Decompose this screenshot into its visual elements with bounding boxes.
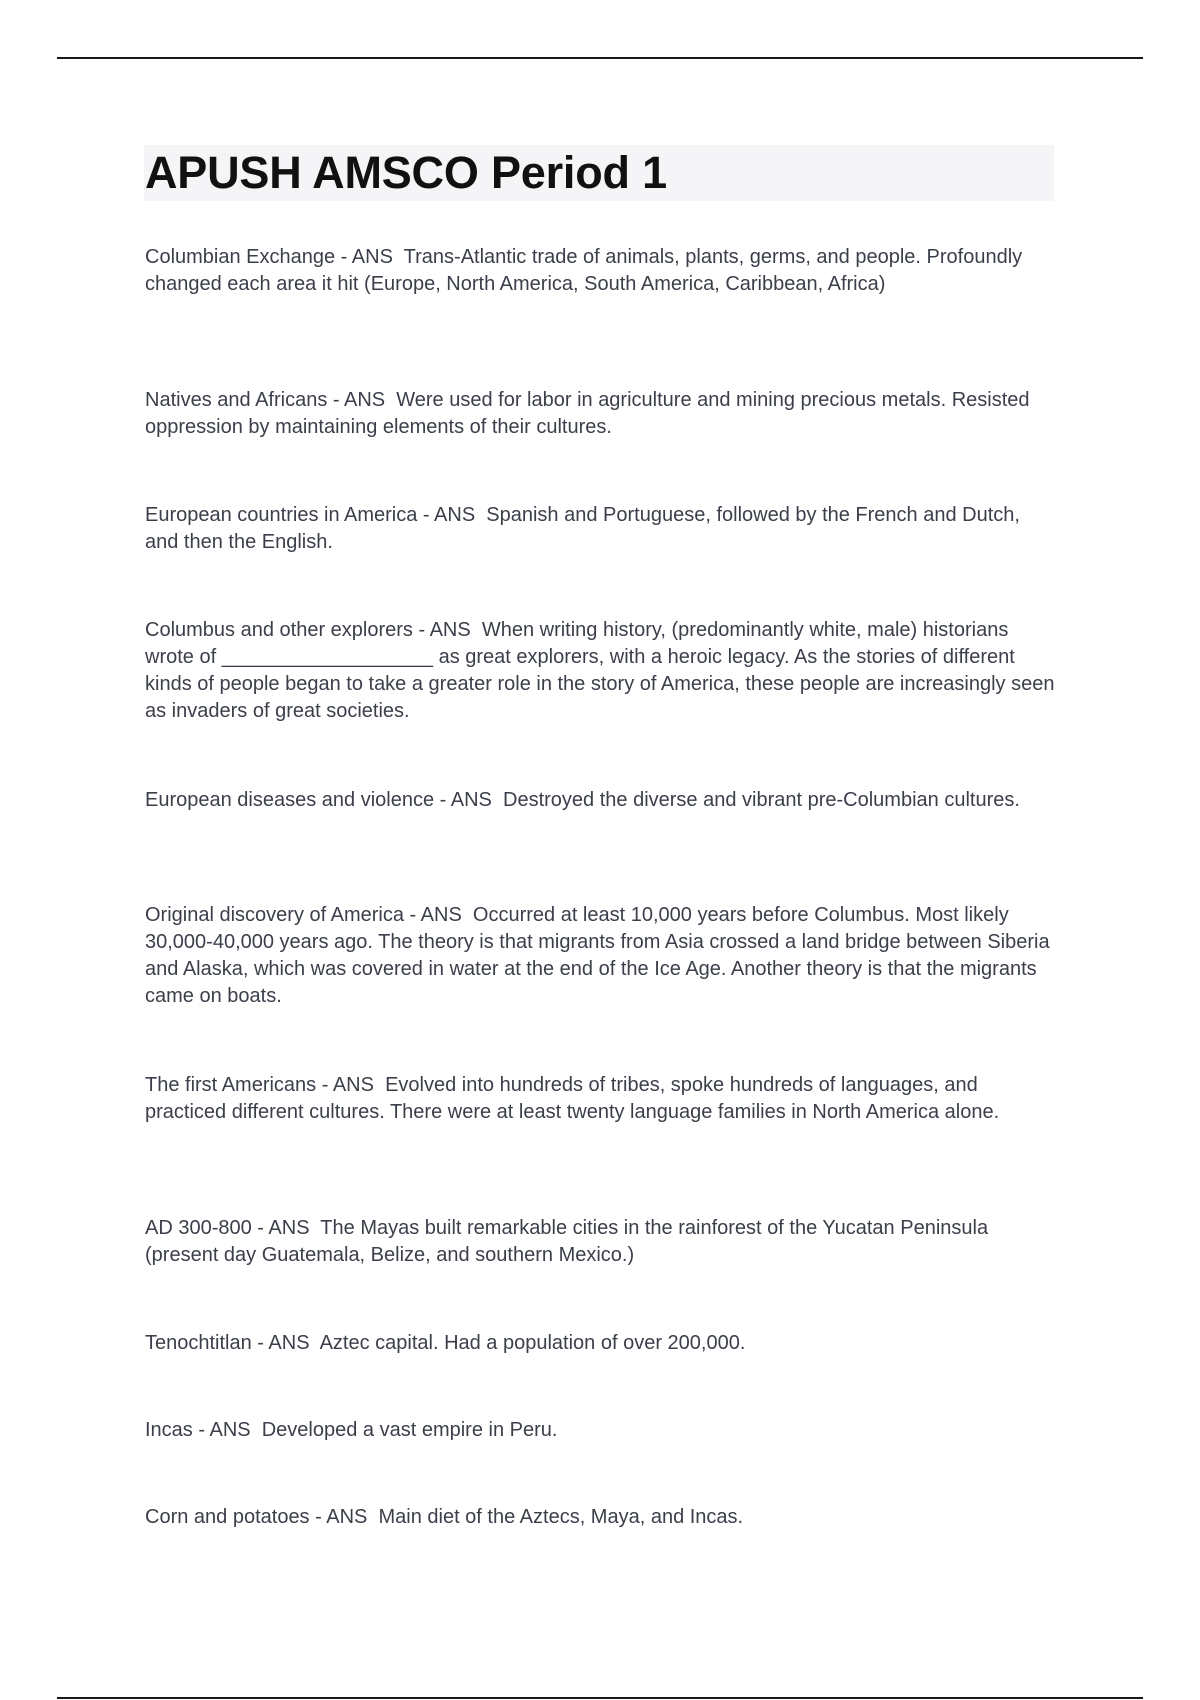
entry-separator: - ANS bbox=[434, 789, 503, 811]
entry-separator: - ANS bbox=[251, 1217, 321, 1239]
entry-separator: - ANS bbox=[316, 1074, 386, 1096]
entry-definition: Main diet of the Aztecs, Maya, and Incas. bbox=[378, 1506, 744, 1528]
entry-term: Columbus and other explorers bbox=[145, 619, 413, 641]
entry-term: Corn and potatoes bbox=[145, 1506, 310, 1528]
entry-columbus-explorers bbox=[145, 617, 1055, 725]
entry-separator: - ANS bbox=[327, 389, 397, 411]
entry-term: Natives and Africans bbox=[145, 389, 328, 411]
bottom-divider bbox=[57, 1697, 1143, 1699]
entry-european-diseases bbox=[145, 787, 1055, 814]
entry-term: Tenochtitlan bbox=[145, 1332, 252, 1354]
entry-definition: Were used for labor in agriculture and mining precious metals. Resisted oppression by maintaining elements of their cultures. bbox=[145, 389, 1030, 438]
entry-term: European diseases and violence bbox=[145, 789, 435, 811]
entry-separator: - ANS bbox=[403, 904, 473, 926]
entry-separator: - ANS bbox=[335, 246, 404, 268]
entry-separator: - ANS bbox=[251, 1332, 320, 1354]
entry-original-discovery bbox=[145, 902, 1055, 1010]
entry-term: The first Americans bbox=[145, 1074, 317, 1096]
entry-term: AD 300-800 bbox=[145, 1217, 252, 1239]
entry-separator: - ANS bbox=[192, 1419, 262, 1441]
entry-ad-300-800 bbox=[145, 1215, 1055, 1269]
entry-definition: Destroyed the diverse and vibrant pre-Columbian cultures. bbox=[503, 789, 1020, 811]
entry-natives-and-africans bbox=[145, 387, 1055, 441]
entry-columbian-exchange bbox=[145, 244, 1055, 298]
entry-definition: Occurred at least 10,000 years before Columbus. Most likely 30,000-40,000 years ago. The theory is that migrants from Asia crossed a land bridge between Siberia and Alaska, which was covered in water at the end of the Ice Age. Another theory is that the migrants came on boats. bbox=[145, 904, 1050, 1007]
entry-european-countries bbox=[145, 502, 1055, 556]
entry-term: Columbian Exchange bbox=[145, 246, 336, 268]
entry-definition: Developed a vast empire in Peru. bbox=[261, 1419, 558, 1441]
top-divider bbox=[57, 57, 1143, 59]
entry-term: European countries in America bbox=[145, 504, 418, 526]
entry-definition: Spanish and Portuguese, followed by the French and Dutch, and then the English. bbox=[145, 504, 1020, 553]
entry-first-americans bbox=[145, 1072, 1055, 1126]
entry-separator: - ANS bbox=[417, 504, 487, 526]
entry-definition: When writing history, (predominantly white, male) historians wrote of ___________________ as great explorers, with a heroic legacy. As the stories of different kinds of people began to take a greater role in the story of America, these people are increasingly seen as invaders of great societies. bbox=[145, 619, 1055, 722]
entry-incas bbox=[145, 1417, 1055, 1444]
entry-term: Incas bbox=[145, 1419, 193, 1441]
entry-definition: Evolved into hundreds of tribes, spoke hundreds of languages, and practiced different cultures. There were at least twenty language families in North America alone. bbox=[145, 1074, 1000, 1123]
entry-term: Original discovery of America bbox=[145, 904, 404, 926]
entry-tenochtitlan bbox=[145, 1330, 1055, 1357]
entry-corn-and-potatoes bbox=[145, 1504, 1055, 1531]
entry-definition: The Mayas built remarkable cities in the rainforest of the Yucatan Peninsula (present day Guatemala, Belize, and southern Mexico.) bbox=[145, 1217, 989, 1266]
entry-separator: - ANS bbox=[412, 619, 482, 641]
entry-separator: - ANS bbox=[309, 1506, 379, 1528]
page-title: APUSH AMSCO Period 1 bbox=[145, 147, 667, 198]
entry-definition: Trans-Atlantic trade of animals, plants, germs, and people. Profoundly changed each area it hit (Europe, North America, South America, Caribbean, Africa) bbox=[145, 246, 1023, 295]
entry-definition: Aztec capital. Had a population of over 200,000. bbox=[319, 1332, 746, 1354]
